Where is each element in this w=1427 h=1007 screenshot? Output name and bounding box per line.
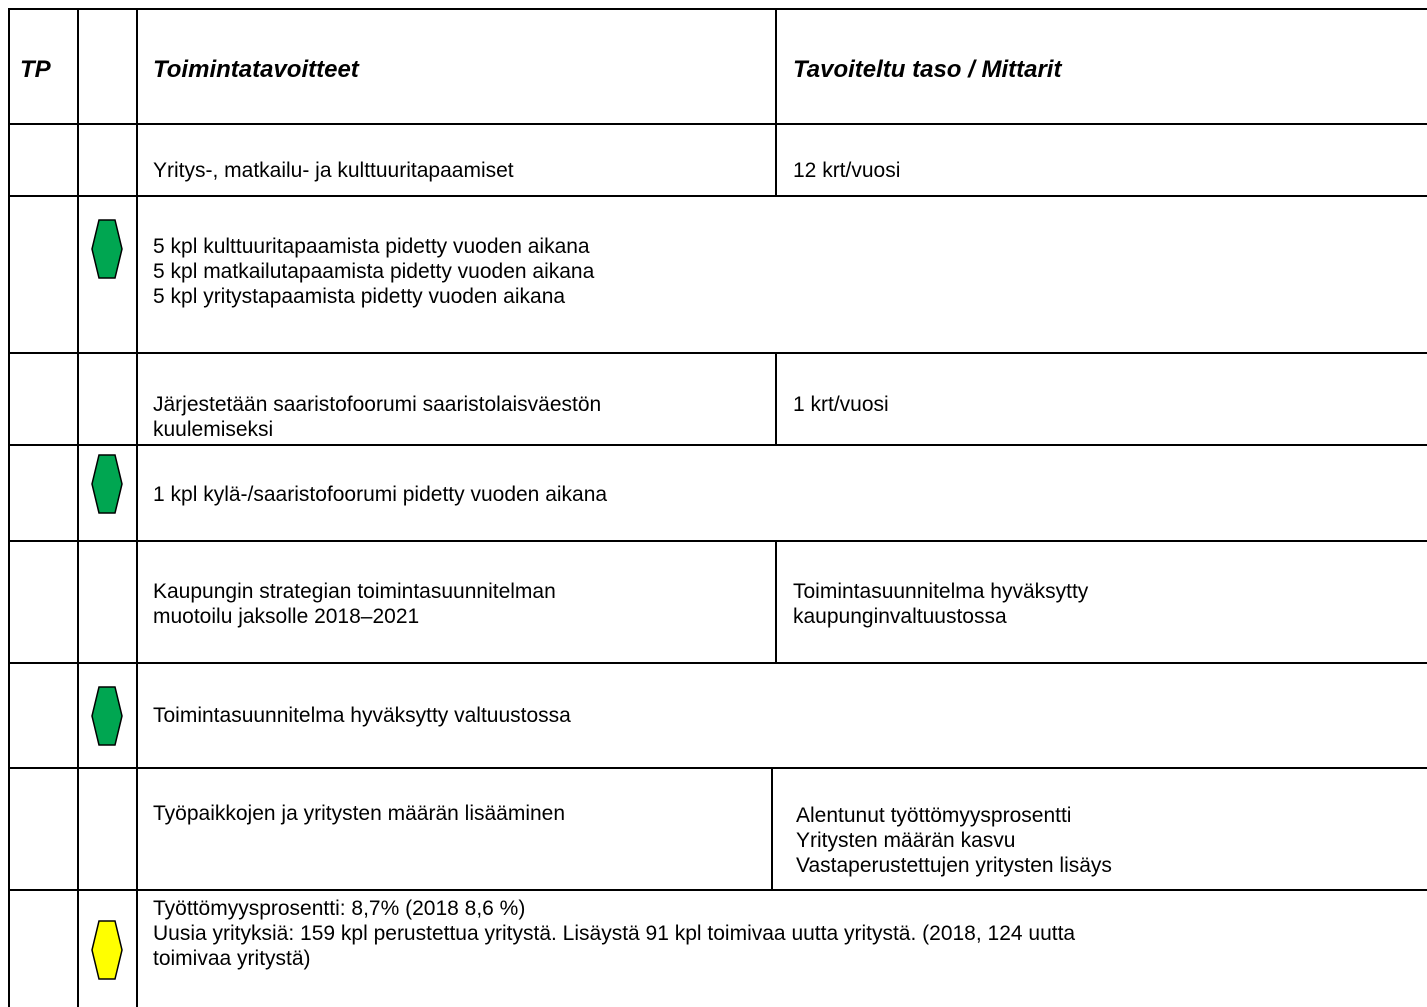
- row-divider: [8, 352, 1427, 354]
- result-cell: Työttömyysprosentti: 8,7% (2018 8,6 %) Uusia yrityksiä: 159 kpl perustettua yritystä. Lisäystä 91 kpl toimivaa uutta yritystä. (2018, 124 uutta toimivaa yritystä): [153, 897, 1076, 970]
- target-cell: Alentunut työttömyysprosentti Yritysten määrän kasvu Vastaperustettujen yritysten lisäys: [796, 804, 1112, 877]
- column-divider: [775, 352, 777, 445]
- target-cell: Toimintasuunnitelma hyväksytty kaupunginvaltuustossa: [793, 580, 1089, 628]
- status-yellow-icon: [91, 920, 123, 980]
- goal-cell: Työpaikkojen ja yritysten määrän lisääminen: [153, 802, 566, 825]
- header-goals: Toimintatavoitteet: [153, 56, 359, 83]
- row-divider: [8, 444, 1427, 446]
- goal-cell: Järjestetään saaristofoorumi saaristolaisväestön kuulemiseksi: [153, 393, 602, 441]
- table-border-top: [8, 8, 1427, 10]
- result-cell: Toimintasuunnitelma hyväksytty valtuustossa: [153, 704, 571, 727]
- target-cell: 12 krt/vuosi: [793, 159, 901, 182]
- table-border-left: [8, 8, 10, 1007]
- result-cell: 5 kpl kulttuuritapaamista pidetty vuoden aikana 5 kpl matkailutapaamista pidetty vuoden aikana 5 kpl yritystapaamista pidetty vuoden aikana: [153, 235, 595, 308]
- header-target: Tavoiteltu taso / Mittarit: [793, 56, 1062, 83]
- row-divider: [8, 540, 1427, 542]
- column-divider: [775, 8, 777, 196]
- goal-cell: Yritys-, matkailu- ja kulttuuritapaamiset: [153, 159, 514, 182]
- row-divider: [8, 123, 1427, 125]
- column-divider: [136, 8, 138, 1007]
- status-green-icon: [91, 686, 123, 746]
- target-cell: 1 krt/vuosi: [793, 393, 889, 416]
- row-divider: [8, 889, 1427, 891]
- status-green-icon: [91, 454, 123, 514]
- result-cell: 1 kpl kylä-/saaristofoorumi pidetty vuoden aikana: [153, 483, 608, 506]
- column-divider: [775, 540, 777, 663]
- header-tp: TP: [20, 56, 51, 83]
- goal-cell: Kaupungin strategian toimintasuunnitelman muotoilu jaksolle 2018–2021: [153, 580, 556, 628]
- status-green-icon: [91, 219, 123, 279]
- column-divider: [77, 8, 79, 1007]
- row-divider: [8, 195, 1427, 197]
- row-divider: [8, 662, 1427, 664]
- row-divider: [8, 767, 1427, 769]
- column-divider: [771, 767, 773, 890]
